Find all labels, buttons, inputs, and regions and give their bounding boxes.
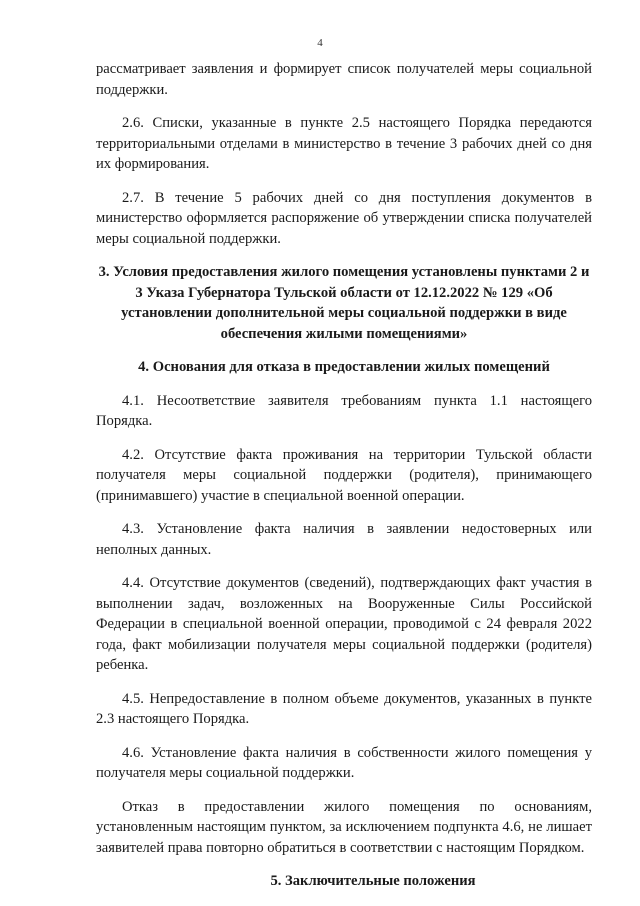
- paragraph-refusal-note: Отказ в предоставлении жилого помещения по основаниям, установленным настоящим пунктом, за исключением подпункта 4.6, не лишает заявителей права повторно обратиться в соответствии с настоящим Порядком.: [96, 798, 592, 856]
- document-body: [96, 59, 592, 906]
- section-heading-4: 4. Основания для отказа в предоставлении жилых помещений: [138, 359, 550, 375]
- paragraph-2-6: 2.6. Списки, указанные в пункте 2.5 настоящего Порядка передаются территориальными отделами в министерство в течение 3 рабочих дней со дня их формирования.: [96, 115, 592, 172]
- paragraph-2-7: 2.7. В течение 5 рабочих дней со дня поступления документов в министерство оформляется распоряжение об утверждении списка получателей меры социальной поддержки.: [96, 189, 592, 247]
- paragraph-4-6: 4.6. Установление факта наличия в собственности жилого помещения у получателя меры социальной поддержки.: [96, 744, 592, 781]
- page-number: 4: [317, 37, 323, 49]
- paragraph-4-1: 4.1. Несоответствие заявителя требованиям пункта 1.1 настоящего Порядка.: [96, 392, 592, 429]
- paragraph-continuation: рассматривает заявления и формирует список получателей меры социальной поддержки.: [96, 61, 592, 98]
- paragraph-4-3: 4.3. Установление факта наличия в заявлении недостоверных или неполных данных.: [96, 521, 592, 558]
- section-heading-3: 3. Условия предоставления жилого помещения установлены пунктами 2 и 3 Указа Губернатора Тульской области от 12.12.2022 № 129 «Об установлении дополнительной меры социальной поддержки в виде обеспечения жилыми помещениями»: [98, 264, 590, 342]
- paragraph-4-5: 4.5. Непредоставление в полном объеме документов, указанных в пункте 2.3 настоящего Порядка.: [96, 690, 592, 727]
- section-heading-5: 5. Заключительные положения: [270, 873, 476, 889]
- paragraph-4-2: 4.2. Отсутствие факта проживания на территории Тульской области получателя меры социальной поддержки (родителя), принимающего (принимавшего) участие в специальной военной операции.: [96, 446, 592, 504]
- paragraph-4-4: 4.4. Отсутствие документов (сведений), подтверждающих факт участия в выполнении задач, возложенных на Вооруженные Силы Российской Федерации в специальной военной операции, проводимой с 24 февраля 2022 года, факт мобилизации получателя меры социальной поддержки (родителя) ребенка.: [96, 575, 592, 673]
